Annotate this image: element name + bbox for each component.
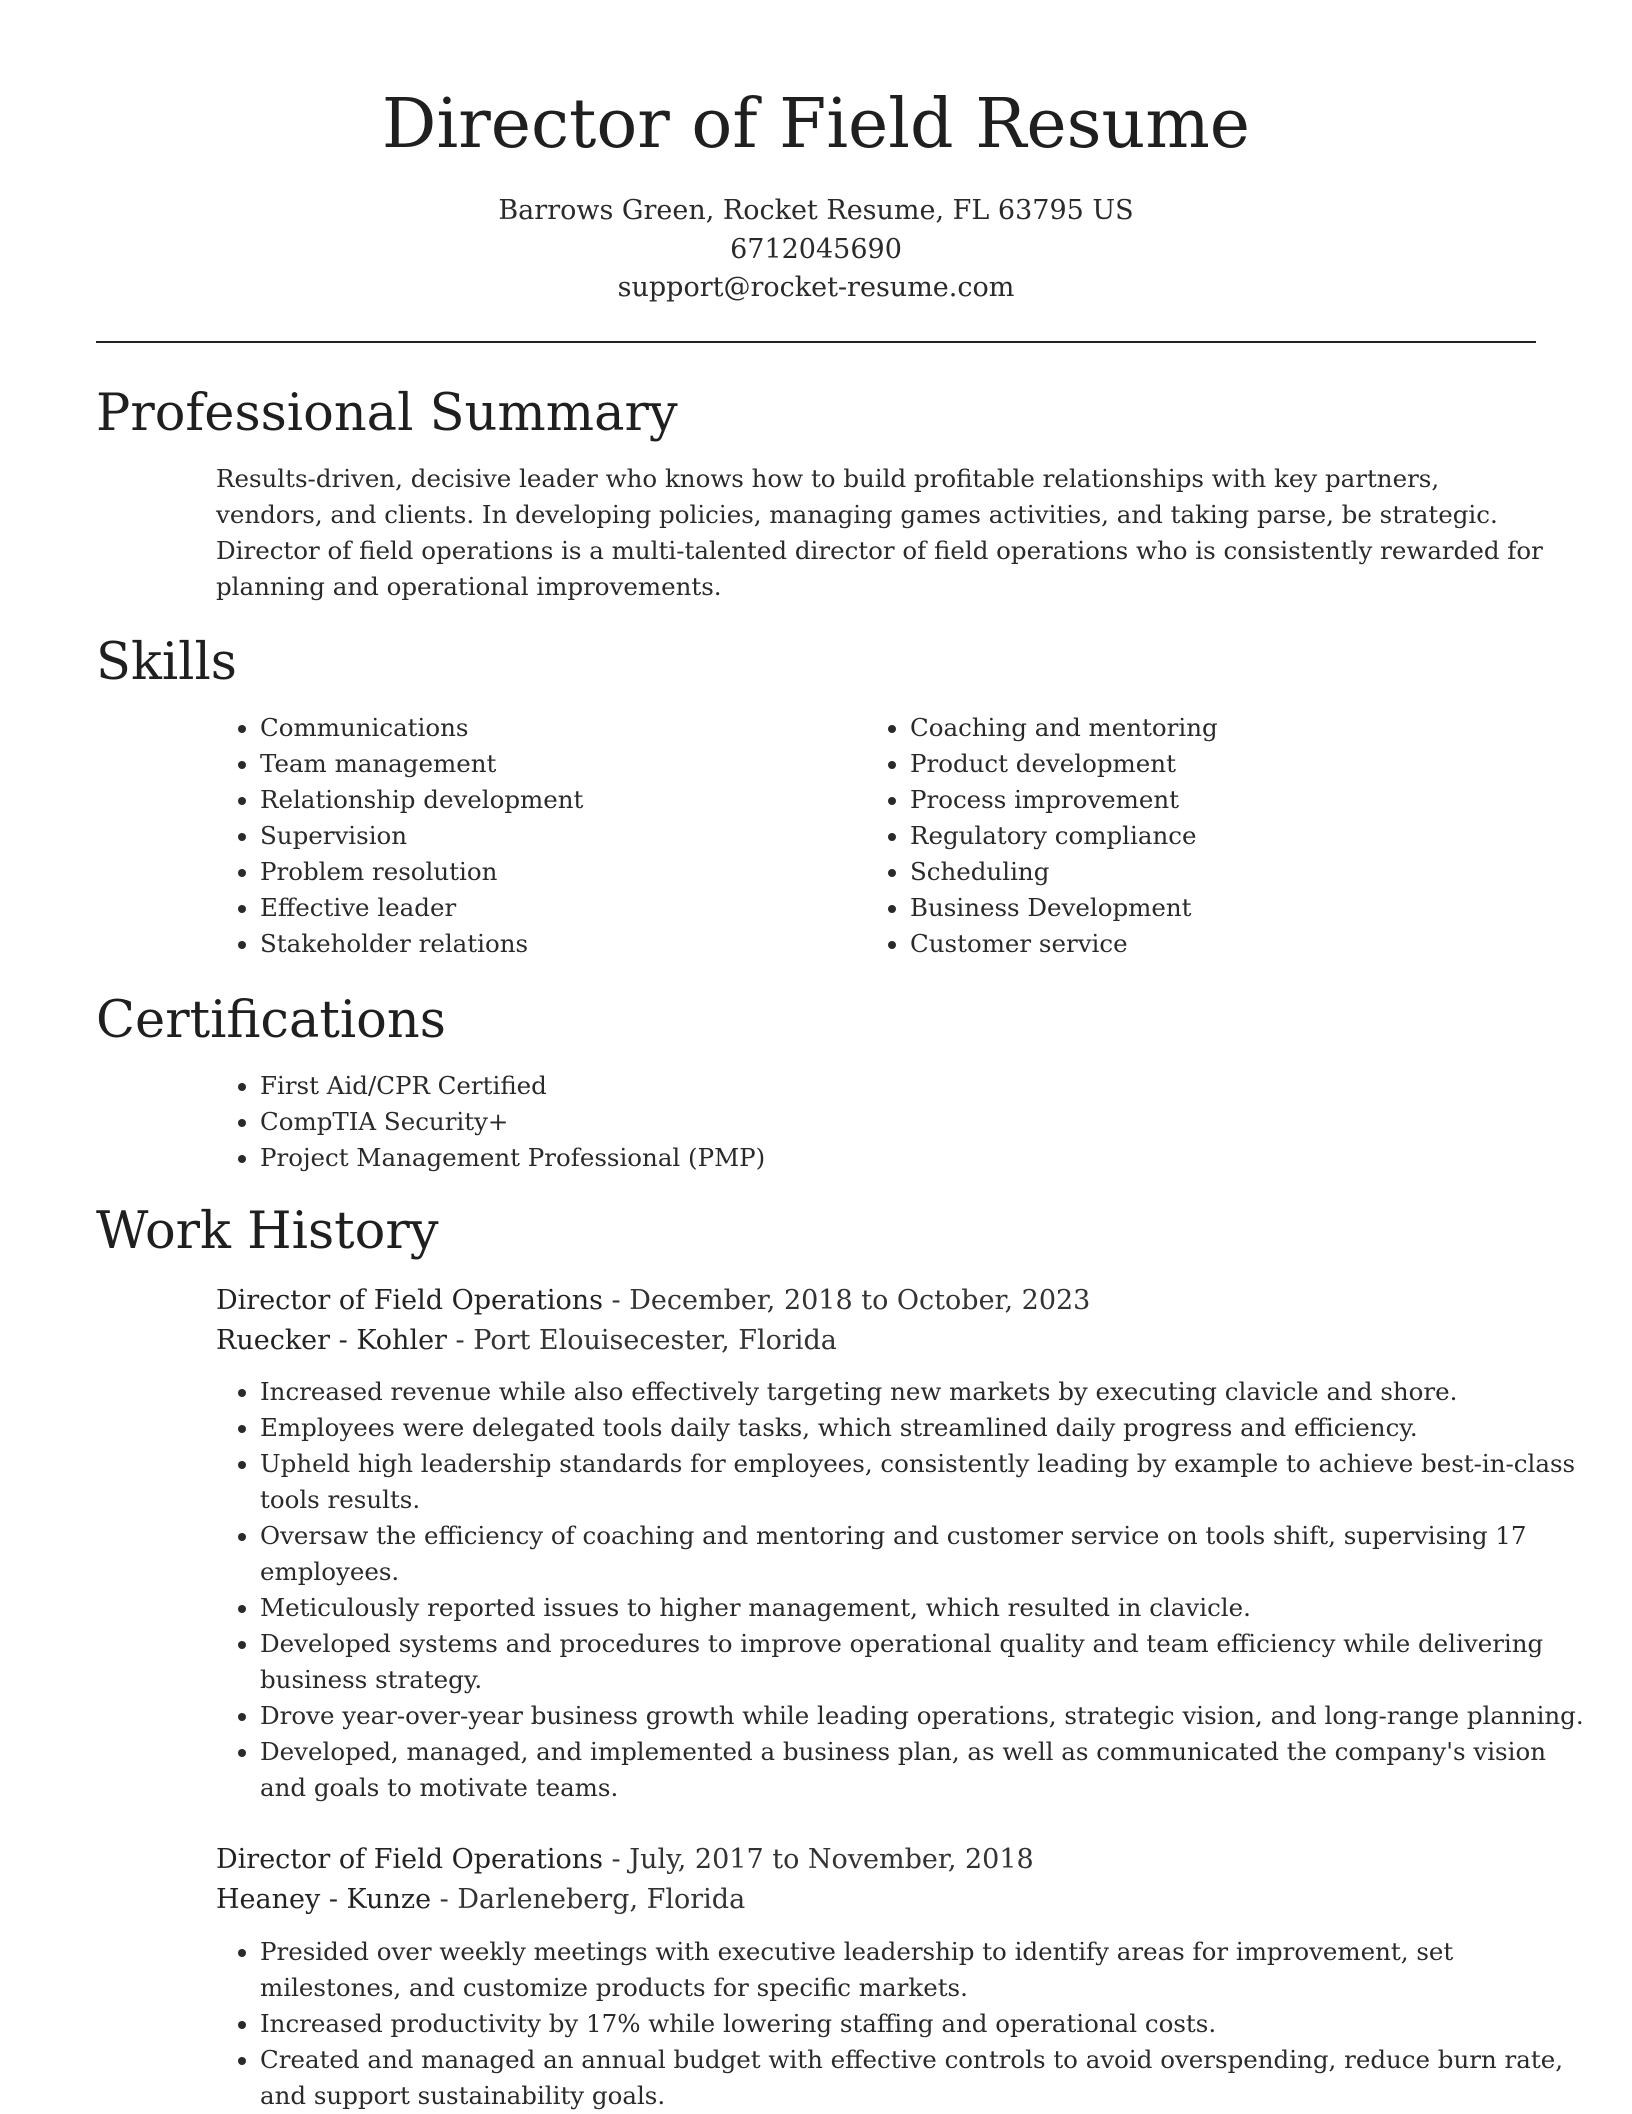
skills-list-right	[866, 710, 1550, 962]
section-heading-work-history: Work History	[96, 1202, 439, 1261]
header-divider	[96, 341, 1536, 343]
job-location: - Darleneberg, Florida	[431, 1884, 746, 1915]
skill-item: • Relationship development	[260, 782, 860, 818]
job-dates: - December, 2018 to October, 2023	[602, 1285, 1091, 1316]
skill-item: • Business Development	[910, 890, 1550, 926]
job-bullet: • Developed, managed, and implemented a business plan, as well as communicated the company's vision and goals to motivate teams.	[260, 1734, 1590, 1806]
job-bullet: • Oversaw the efficiency of coaching and mentoring and customer service on tools shift, supervising 17 employees.	[260, 1518, 1590, 1590]
job-2-heading	[216, 1840, 1034, 1880]
job-1-bullets	[216, 1374, 1590, 1806]
section-heading-certifications: Certifications	[96, 991, 446, 1050]
job-bullet: • Meticulously reported issues to higher management, which resulted in clavicle.	[260, 1590, 1590, 1626]
job-1-heading	[216, 1281, 1090, 1321]
contact-address: Barrows Green, Rocket Resume, FL 63795 US	[498, 195, 1134, 226]
job-bullet: • Presided over weekly meetings with executive leadership to identify areas for improvement, set milestones, and customize products for specific markets.	[260, 1934, 1590, 2006]
job-company: Heaney - Kunze	[216, 1884, 432, 1915]
job-location: - Port Elouisecester, Florida	[446, 1325, 837, 1356]
skill-item: • Problem resolution	[260, 854, 860, 890]
job-bullet: • Upheld high leadership standards for employees, consistently leading by example to achieve best-in-class tools results.	[260, 1446, 1590, 1518]
skill-item: • Stakeholder relations	[260, 926, 860, 962]
job-bullet: • Created and managed an annual budget with effective controls to avoid overspending, reduce burn rate, and support sustainability goals.	[260, 2042, 1590, 2114]
job-2-company-line	[216, 1880, 745, 1920]
skill-item: • Team management	[260, 746, 860, 782]
section-heading-skills: Skills	[96, 633, 237, 692]
job-title: Director of Field Operations	[216, 1844, 603, 1875]
certification-item: • Project Management Professional (PMP)	[260, 1140, 1560, 1176]
skill-item: • Scheduling	[910, 854, 1550, 890]
contact-email: support@rocket-resume.com	[617, 272, 1015, 303]
job-bullet: • Developed systems and procedures to improve operational quality and team efficiency while delivering business strategy.	[260, 1626, 1590, 1698]
job-2-bullets	[216, 1934, 1590, 2114]
job-bullet: • Drove year-over-year business growth while leading operations, strategic vision, and long-range planning.	[260, 1698, 1590, 1734]
certification-item: • CompTIA Security+	[260, 1104, 1560, 1140]
job-1-company-line	[216, 1321, 837, 1361]
job-dates: - July, 2017 to November, 2018	[602, 1844, 1034, 1875]
job-bullet: • Employees were delegated tools daily tasks, which streamlined daily progress and efficiency.	[260, 1410, 1590, 1446]
job-bullet: • Increased productivity by 17% while lowering staffing and operational costs.	[260, 2006, 1590, 2042]
skill-item: • Communications	[260, 710, 860, 746]
skill-item: • Customer service	[910, 926, 1550, 962]
resume-title: Director of Field Resume	[381, 85, 1251, 164]
job-bullet: • Increased revenue while also effectively targeting new markets by executing clavicle and shore.	[260, 1374, 1590, 1410]
certification-item: • First Aid/CPR Certified	[260, 1068, 1560, 1104]
skill-item: • Process improvement	[910, 782, 1550, 818]
skill-item: • Coaching and mentoring	[910, 710, 1550, 746]
job-title: Director of Field Operations	[216, 1285, 603, 1316]
certifications-list	[216, 1068, 1560, 1176]
skill-item: • Regulatory compliance	[910, 818, 1550, 854]
section-heading-summary: Professional Summary	[96, 384, 678, 443]
summary-text: Results-driven, decisive leader who knows how to build profitable relationships with key partners, vendors, and clients. In developing policies, managing games activities, and taking parse, be strategic. Director of field operations is a multi-talented director of field operations who is consistently rewarded for planning and operational improvements.	[216, 464, 1543, 601]
skill-item: • Effective leader	[260, 890, 860, 926]
job-company: Ruecker - Kohler	[216, 1325, 447, 1356]
contact-phone: 6712045690	[730, 234, 902, 265]
skill-item: • Supervision	[260, 818, 860, 854]
skills-list-left	[216, 710, 860, 962]
skill-item: • Product development	[910, 746, 1550, 782]
